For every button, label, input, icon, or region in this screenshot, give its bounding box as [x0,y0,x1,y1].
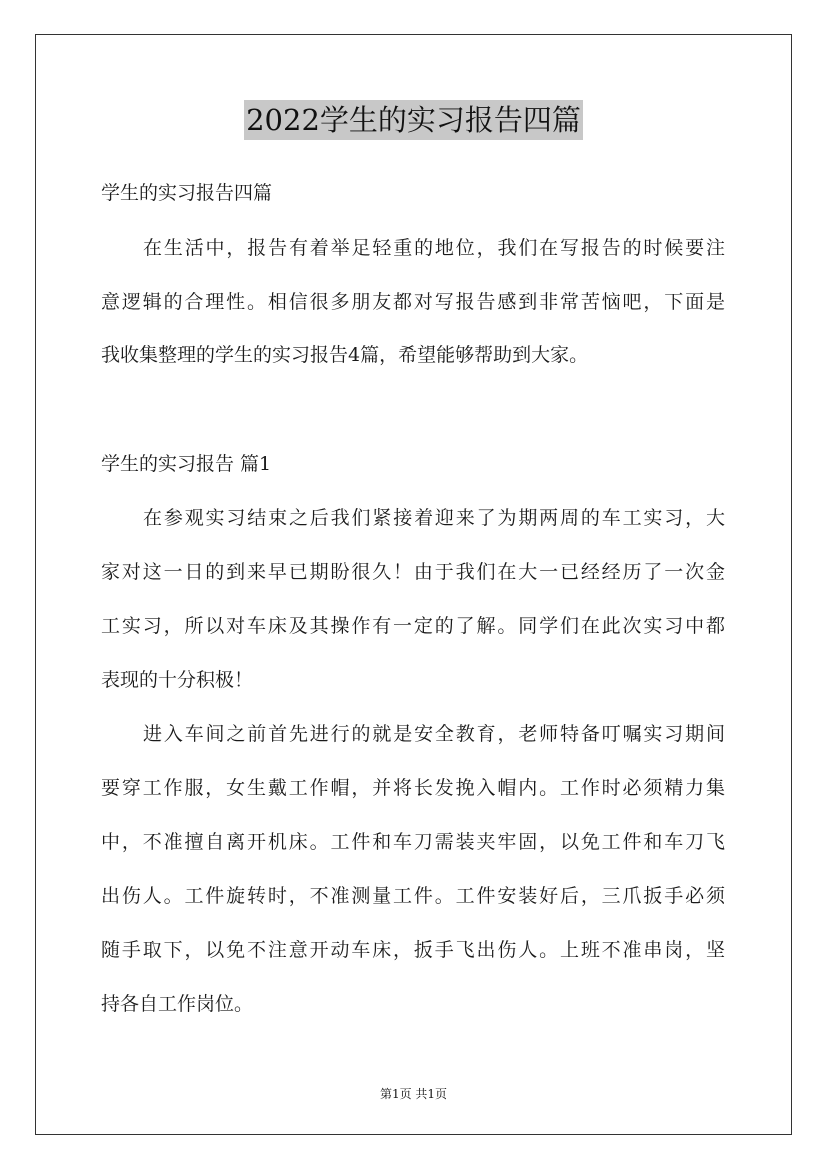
paragraph-line: 进入车间之前首先进行的就是安全教育，老师特备叮嘱实习期间 [143,723,725,745]
section-heading: 学生的实习报告 篇1 [101,453,272,475]
intro-line: 我收集整理的学生的实习报告4篇，希望能够帮助到大家。 [101,344,589,366]
paragraph-line: 随手取下，以免不注意开动车床，扳手飞出伤人。上班不准串岗，坚 [101,939,725,961]
paragraph-line: 家对这一日的到来早已期盼很久！由于我们在大一已经经历了一次金 [101,561,725,583]
paragraph-line: 表现的十分积极！ [101,669,254,691]
paragraph-line: 工实习，所以对车床及其操作有一定的了解。同学们在此次实习中都 [101,615,725,637]
document-title: 2022学生的实习报告四篇 [244,100,583,140]
paragraph-line: 中，不准擅自离开机床。工件和车刀需装夹牢固，以免工件和车刀飞 [101,831,725,853]
paragraph-line: 出伤人。工件旋转时，不准测量工件。工件安装好后，三爪扳手必须 [101,885,725,907]
paragraph-line: 在参观实习结束之后我们紧接着迎来了为期两周的车工实习，大 [143,507,725,529]
paragraph-line: 要穿工作服，女生戴工作帽，并将长发挽入帽内。工作时必须精力集 [101,777,725,799]
document-subtitle: 学生的实习报告四篇 [101,182,273,204]
page-footer: 第1页 共1页 [379,1087,448,1101]
intro-line: 在生活中，报告有着举足轻重的地位，我们在写报告的时候要注 [143,237,725,259]
title-container [0,100,827,140]
intro-line: 意逻辑的合理性。相信很多朋友都对写报告感到非常苦恼吧，下面是 [101,291,725,313]
paragraph-line: 持各自工作岗位。 [101,993,254,1015]
